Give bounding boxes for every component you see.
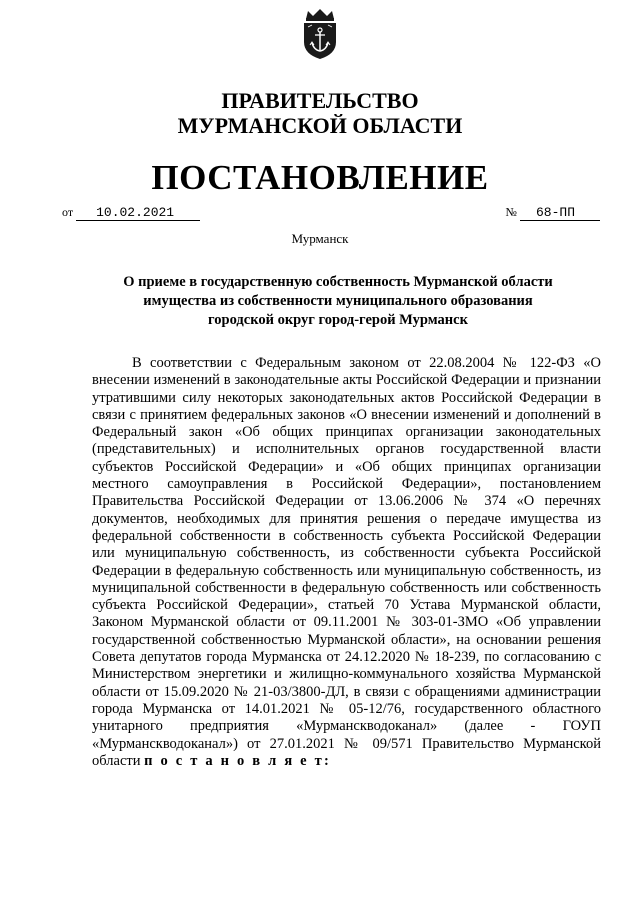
number-prefix: № — [505, 205, 517, 219]
number-field — [506, 205, 600, 221]
subject-line-3: городской округ город-герой Мурманск — [208, 312, 468, 328]
subject-line-2: имущества из собственности муниципального образования — [143, 293, 533, 309]
murmansk-coat-of-arms-icon — [298, 8, 342, 60]
subject-line-1: О приеме в государственную собственность Мурманской области — [123, 274, 553, 290]
preamble-text: В соответствии с Федеральным законом от 22.08.2004 № 122-ФЗ «О внесении изменений в законодательные акты Российской Федерации и признании утратившими силу некоторых законодательных актов Российской Федерации в связи с принятием федеральных законов «О внесении изменений и дополнений в Федеральный закон «Об общих принципах организации законодательных (представительных) и исполнительных органов государственной власти субъектов Российской Федерации» и «Об общих принципах организации местного самоуправления в Российской Федерации», постановлением Правительства Российской Федерации от 13.06.2006 № 374 «О перечнях документов, необходимых для принятия решения о передаче имущества из федеральной собственности в собственность субъекта Российской Федерации или муниципальную собственность, из собственности субъекта Российской Федерации в федеральную собственность или муниципальную собственность, из муниципальной собственности в федеральную собственность или собственность субъекта Российской Федерации», статьей 70 Устава Мурманской области, Законом Мурманской области от 09.11.2001 № 303-01-ЗМО «Об управлении государственной собственностью Мурманской области», на основании решения Совета депутатов города Мурманска от 24.12.2020 № 18-239, по согласованию с Министерством энергетики и жилищно-коммунального хозяйства Мурманской области от 15.09.2020 № 21-03/3800-ДЛ, в связи с обращениями администрации города Мурманска от 14.01.2021 № 05-12/76, государственного областного унитарного предприятия «Мурманскводоканал» (далее - ГОУП «Мурманскводоканал») от 27.01.2021 № 09/571 Правительство Мурманской области — [92, 355, 601, 769]
organization-line-2: МУРМАНСКОЙ ОБЛАСТИ — [177, 113, 463, 138]
preamble-paragraph — [92, 355, 601, 770]
document-type-title: ПОСТАНОВЛЕНИЕ — [151, 158, 489, 197]
organization-line-1: ПРАВИТЕЛЬСТВО — [221, 88, 419, 113]
date-prefix: от — [62, 205, 74, 219]
organization-name — [0, 88, 640, 138]
decree-word: п о с т а н о в л я е т: — [144, 752, 331, 769]
date-value: 10.02.2021 — [76, 205, 200, 221]
city-name: Мурманск — [291, 231, 349, 246]
date-number-line — [62, 205, 600, 223]
date-field — [62, 205, 200, 221]
number-value: 68-ПП — [520, 205, 600, 221]
document-subject — [88, 273, 588, 330]
